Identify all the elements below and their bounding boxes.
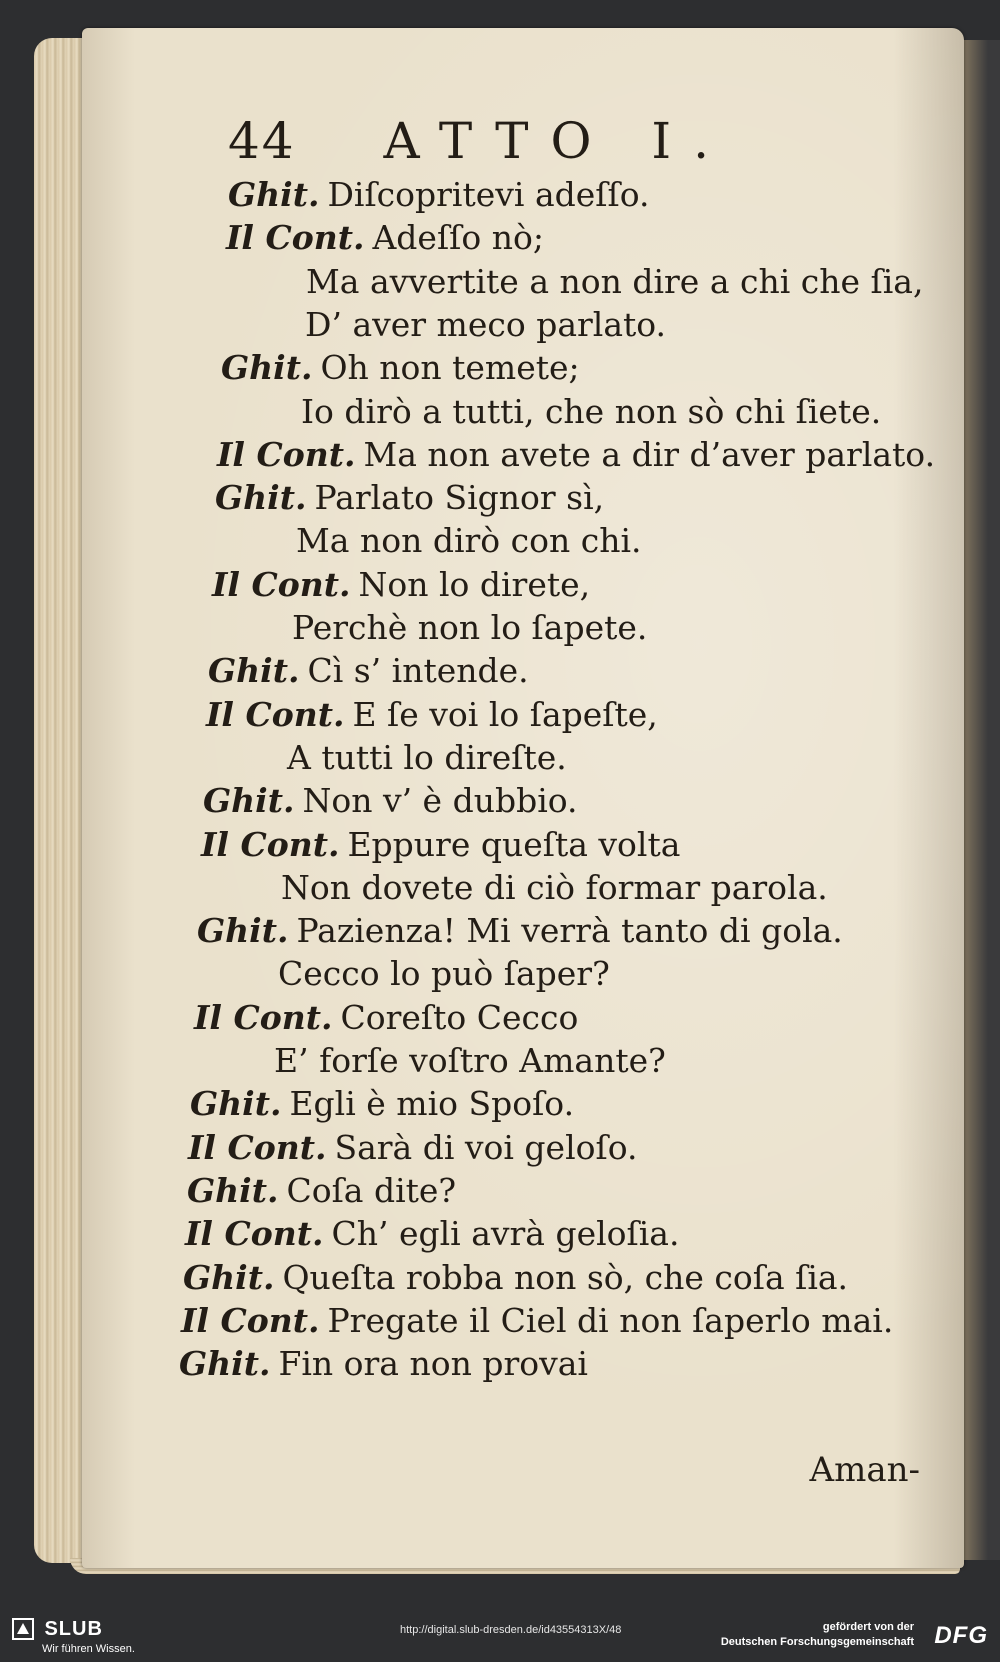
line-text: Cì s’ intende. [307, 651, 529, 690]
speaker-name: Ghit. [179, 1344, 271, 1383]
speaker-name: Ghit. [190, 1084, 282, 1123]
line-text: E’ forſe voſtro Amante? [274, 1041, 666, 1080]
dialogue-line [215, 478, 604, 517]
speaker-name: Ghit. [183, 1258, 275, 1297]
speaker-name: Il Cont. [206, 695, 345, 734]
line-text: Non dovete di ciò formar parola. [281, 868, 828, 907]
dialogue-line [228, 175, 650, 214]
dialogue-line [188, 1128, 637, 1167]
line-text: Diſcopritevi adeſſo. [327, 175, 650, 214]
running-head [228, 112, 731, 170]
slub-tagline: Wir führen Wissen. [42, 1643, 135, 1655]
dialogue-line [190, 1084, 574, 1123]
line-text: Eppure queſta volta [347, 825, 681, 864]
line-text: Pazienza! Mi verrà tanto di gola. [296, 911, 843, 950]
line-text: Coſa dite? [286, 1171, 457, 1210]
dialogue-line [278, 954, 610, 993]
dialogue-line [194, 998, 578, 1037]
speaker-name: Il Cont. [188, 1128, 327, 1167]
line-text: Ma avvertite a non dire a chi che ſia, [306, 262, 924, 301]
dialogue-line [185, 1214, 679, 1253]
dialogue-line [181, 1301, 893, 1340]
line-text: E ſe voi lo ſapeſte, [352, 695, 658, 734]
line-text: Fin ora non provai [278, 1344, 588, 1383]
slub-name: SLUB [44, 1618, 103, 1640]
line-text: Egli è mio Spoſo. [289, 1084, 575, 1123]
line-text: Adeſſo nò; [372, 218, 544, 257]
dialogue-line [306, 262, 923, 301]
speaker-name: Ghit. [203, 781, 295, 820]
line-text: Ch’ egli avrà geloſia. [331, 1214, 680, 1253]
line-text: Coreſto Cecco [340, 998, 579, 1037]
dialogue-line [183, 1258, 848, 1297]
line-text: Perchè non lo ſapete. [292, 608, 648, 647]
dialogue-line [197, 911, 843, 950]
line-text: Ma non dirò con chi. [296, 521, 642, 560]
dialogue-line [292, 608, 647, 647]
line-text: Ma non avete a dir d’aver parlato. [363, 435, 936, 474]
dialogue-line [281, 868, 828, 907]
dfg-logo[interactable]: DFG [934, 1622, 988, 1649]
slub-logo[interactable] [12, 1618, 135, 1655]
dialogue-line [206, 695, 658, 734]
dialogue-line [287, 738, 567, 777]
speaker-name: Ghit. [208, 651, 300, 690]
line-text: Oh non temete; [320, 348, 580, 387]
funding-line-1: gefördert von der [822, 1621, 914, 1633]
line-text: Non v’ è dubbio. [302, 781, 578, 820]
speaker-name: Ghit. [215, 478, 307, 517]
dialogue-line [201, 825, 680, 864]
speaker-name: Il Cont. [226, 218, 365, 257]
act-title: ATTO I. [383, 112, 732, 170]
dialogue-line [208, 651, 529, 690]
speaker-name: Ghit. [221, 348, 313, 387]
funding-line-2: Deutschen Forschungsgemeinschaft [720, 1636, 914, 1648]
line-text: Sarà di voi geloſo. [334, 1128, 638, 1167]
page-number: 44 [228, 112, 296, 170]
dialogue-line [187, 1171, 456, 1210]
line-text: Queſta robba non sò, che coſa ſia. [282, 1258, 849, 1297]
line-text: Parlato Signor sì, [314, 478, 605, 517]
book-spine [960, 40, 1000, 1560]
speaker-name: Il Cont. [217, 435, 356, 474]
funding-note [721, 1620, 914, 1650]
dialogue-line [274, 1041, 666, 1080]
line-text: A tutti lo direſte. [287, 738, 567, 777]
slub-logo-icon [12, 1618, 34, 1640]
dialogue-line [179, 1344, 588, 1383]
speaker-name: Il Cont. [201, 825, 340, 864]
permalink[interactable]: http://digital.slub-dresden.de/id43554313X/48 [400, 1624, 622, 1636]
dialogue-line [226, 218, 544, 257]
dialogue-line [217, 435, 935, 474]
dialogue-line [296, 521, 642, 560]
speaker-name: Il Cont. [181, 1301, 320, 1340]
dialogue-line [305, 305, 666, 344]
line-text: Non lo direte, [358, 565, 591, 604]
speaker-name: Ghit. [187, 1171, 279, 1210]
line-text: D’ aver meco parlato. [305, 305, 667, 344]
speaker-name: Ghit. [228, 175, 320, 214]
footer-bar [0, 1614, 1000, 1662]
catchword: Aman- [809, 1450, 920, 1490]
speaker-name: Il Cont. [194, 998, 333, 1037]
line-text: Io dirò a tutti, che non sò chi ſiete. [301, 392, 882, 431]
speaker-name: Il Cont. [212, 565, 351, 604]
line-text: Pregate il Ciel di non ſaperlo mai. [327, 1301, 894, 1340]
dialogue-line [221, 348, 580, 387]
line-text: Cecco lo può ſaper? [278, 954, 610, 993]
dialogue-line [301, 392, 881, 431]
speaker-name: Il Cont. [185, 1214, 324, 1253]
dialogue-line [203, 781, 578, 820]
dialogue-line [212, 565, 590, 604]
speaker-name: Ghit. [197, 911, 289, 950]
